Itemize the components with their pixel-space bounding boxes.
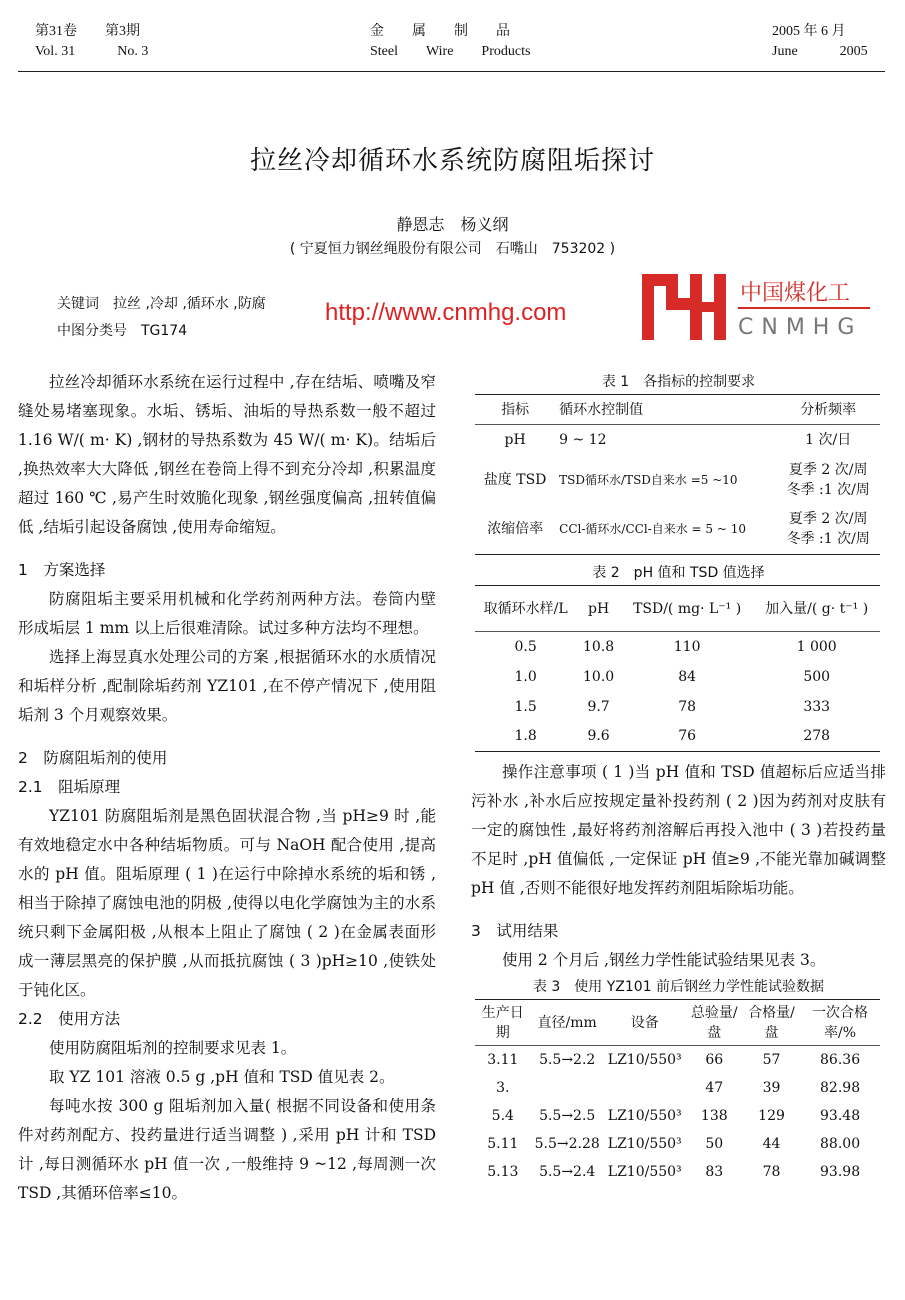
table-row <box>475 1130 880 1158</box>
table-cell: 第3期 <box>105 24 140 39</box>
paragraph: 操作注意事项 ( 1 )当 pH 值和 TSD 值超标后应适当排污补水 ,补水后应按规定量补投药剂 ( 2 )因为药剂对皮肤有一定的腐蚀性 ,最好将药剂溶解后再投入池中 ( 3 )若投药量不足时 ,pH 值偏低 ,一定保证 pH 值≥9 ,不能光靠加碱调整 pH 值 ,否则不能很好地发挥药剂阻垢除垢功能。 <box>471 763 886 897</box>
right-column <box>471 370 886 1186</box>
table-cell: 指标 <box>501 401 530 418</box>
table2 <box>475 585 880 752</box>
table-cell: pH <box>588 600 610 617</box>
header-date <box>772 22 868 62</box>
svg-text:CNMHG: CNMHG <box>738 315 863 340</box>
paragraph: 防腐阻垢主要采用机械和化学药剂两种方法。卷筒内壁形成垢层 1 mm 以上后很难清除。试过多种方法均不理想。 <box>18 590 436 637</box>
table-cell: 78 <box>762 1163 781 1180</box>
table-cell: 83 <box>705 1163 724 1180</box>
table-cell: 总验量/盘 <box>690 1004 738 1041</box>
authors: 静恩志 杨义纲 <box>396 215 509 234</box>
table1-caption: 表 1 各指标的控制要求 <box>601 374 756 390</box>
table-row <box>475 1158 880 1186</box>
table-cell: 82.98 <box>820 1079 861 1096</box>
table-cell: 66 <box>705 1051 724 1068</box>
subsection-heading: 2.2 使用方法 <box>18 1010 121 1028</box>
frequency-winter: 冬季 :1 次/周 <box>786 481 870 498</box>
table-cell: 110 <box>673 638 701 655</box>
table-cell: 5.5→2.2 <box>539 1051 596 1068</box>
table-cell: 5.4 <box>491 1107 514 1124</box>
table-cell: 分析频率 <box>800 401 857 418</box>
intro-paragraph: 拉丝冷却循环水系统在运行过程中 ,存在结垢、喷嘴及窄缝处易堵塞现象。水垢、锈垢、油垢的导热系数一般不超过 1.16 W/( m· K) ,钢材的导热系数为 45 W/( m· K)。结垢后 ,换热效率大大降低 ,钢丝在卷筒上得不到充分冷却 ,积累温度超过 160 ℃ ,易产生时效脆化现象 ,钢丝强度偏高 ,扭转值偏低 ,结垢引起设备腐蚀 ,使用寿命缩短。 <box>18 373 436 536</box>
table-cell: pH <box>504 431 526 448</box>
table-cell: LZ10/550³ <box>607 1051 682 1068</box>
table3 <box>475 999 880 1186</box>
table-cell: 88.00 <box>820 1135 861 1152</box>
table-cell: 9 ~ 12 <box>559 431 607 448</box>
table-cell: 循环水控制值 <box>559 401 644 418</box>
table-cell: 9.6 <box>587 728 610 745</box>
table-cell: 138 <box>700 1107 728 1124</box>
table-cell: 84 <box>678 668 697 685</box>
paragraph: YZ101 防腐阻垢剂是黑色固状混合物 ,当 pH≥9 时 ,能有效地稳定水中各种结垢物质。可与 NaOH 配合使用 ,提高水的 pH 值。阻垢原理 ( 1 )在运行中除掉水系统的垢和锈 ,相当于除掉了腐蚀电池的阴极 ,使得以电化学腐蚀为主的水系统只剩下金属阳极 ,从根本上阻止了腐蚀 ( 2 )在金属表面形成一薄层黑亮的保护膜 ,从而抵抗腐蚀 ( 3 )pH≥10 ,使铁处于钝化区。 <box>18 807 436 999</box>
table-row <box>475 425 880 455</box>
table-cell: CCl-循环水/CCl-自来水 = 5 ~ 10 <box>559 522 746 537</box>
frequency-winter: 冬季 :1 次/周 <box>786 531 870 548</box>
table-cell: 1 000 <box>796 638 837 655</box>
table-cell: 500 <box>803 668 831 685</box>
table-cell: LZ10/550³ <box>607 1107 682 1124</box>
paper-title: 拉丝冷却循环水系统防腐阻垢探讨 <box>249 146 655 176</box>
subsection-heading: 2.1 阻垢原理 <box>18 778 121 796</box>
table-cell: 5.5→2.4 <box>539 1163 596 1180</box>
table-cell: 5.13 <box>487 1163 519 1180</box>
table-cell: 盐度 TSD <box>483 471 547 488</box>
header-journal <box>370 22 530 62</box>
table3-caption: 表 3 使用 YZ101 前后钢丝力学性能试验数据 <box>532 979 825 995</box>
affiliation: ( 宁夏恒力钢丝绳股份有限公司 石嘴山 753202 ) <box>289 241 616 257</box>
table-cell: 93.48 <box>820 1107 861 1124</box>
table-cell <box>604 1074 686 1102</box>
table-row <box>475 692 880 722</box>
table-cell: 合格量/盘 <box>748 1004 795 1041</box>
table-cell: Steel Wire Products <box>370 44 531 59</box>
table-cell: 2005 年 6 月 <box>772 24 846 39</box>
table-cell: 76 <box>678 728 697 745</box>
table-cell: TSD/( mg· L⁻¹ ) <box>633 600 742 617</box>
paragraph: 使用 2 个月后 ,钢丝力学性能试验结果见表 3。 <box>502 951 826 969</box>
table-row <box>475 1046 880 1074</box>
table-cell: TSD循环水/TSD自来水 =5 ~10 <box>559 472 738 487</box>
table-cell: 10.0 <box>583 668 615 685</box>
paragraph: 使用防腐阻垢剂的控制要求见表 1。 <box>49 1039 297 1057</box>
header-rule <box>18 71 885 72</box>
paragraph: 每吨水按 300 g 阻垢剂加入量( 根据不同设备和使用条件对药剂配方、投药量进行适当调整 ) ,采用 pH 计和 TSD 计 ,每日测循环水 pH 值一次 ,一般维持 9 ~12 ,每周测一次 TSD ,其循环倍率≤10。 <box>18 1097 436 1202</box>
table-cell: LZ10/550³ <box>607 1135 682 1152</box>
table-cell: No. 3 <box>117 44 149 59</box>
table-cell <box>531 1074 604 1102</box>
classification: 中图分类号 TG174 <box>57 323 188 339</box>
table-cell: 5.5→2.5 <box>539 1107 596 1124</box>
table-row <box>475 1074 880 1102</box>
table-cell: 第31卷 <box>35 24 77 39</box>
section-heading: 2 防腐阻垢剂的使用 <box>18 749 168 767</box>
table-cell: 47 <box>705 1079 724 1096</box>
svg-text:中国煤化工: 中国煤化工 <box>740 281 851 306</box>
table-row <box>475 1102 880 1130</box>
table-cell: 1.0 <box>514 668 537 685</box>
table-row <box>475 722 880 752</box>
table-cell: 金 属 制 品 <box>370 24 510 39</box>
table-row <box>475 455 880 505</box>
table-cell: 1.8 <box>514 728 537 745</box>
table2-caption: 表 2 pH 值和 TSD 值选择 <box>592 565 765 581</box>
table-row <box>475 662 880 692</box>
watermark-url: http://www.cnmhg.com <box>325 299 567 326</box>
table-row <box>475 632 880 662</box>
table-row <box>475 505 880 555</box>
table-cell: 一次合格率/% <box>812 1004 869 1041</box>
left-column <box>18 368 436 1208</box>
frequency-summer: 夏季 2 次/周 <box>788 511 868 528</box>
table-cell: 直径/mm <box>537 1014 597 1031</box>
paragraph: 选择上海昱真水处理公司的方案 ,根据循环水的水质情况和垢样分析 ,配制除垢药剂 YZ101 ,在不停产情况下 ,使用阻垢剂 3 个月观察效果。 <box>18 648 436 724</box>
table-cell: Vol. 31 <box>35 44 76 59</box>
table-cell: 3. <box>496 1079 510 1096</box>
table-cell: 0.5 <box>514 638 537 655</box>
table-cell: 278 <box>803 728 831 745</box>
table-cell: 93.98 <box>820 1163 861 1180</box>
table-cell: 39 <box>762 1079 781 1096</box>
table-cell: 44 <box>762 1135 781 1152</box>
table-cell: 5.5→2.28 <box>534 1135 600 1152</box>
table-cell: 取循环水样/L <box>483 600 568 617</box>
table-cell: LZ10/550³ <box>607 1163 682 1180</box>
table-cell: June 2005 <box>772 44 868 59</box>
frequency-summer: 夏季 2 次/周 <box>788 461 868 478</box>
table-cell: 333 <box>803 698 831 715</box>
paragraph: 取 YZ 101 溶液 0.5 g ,pH 值和 TSD 值见表 2。 <box>49 1068 395 1086</box>
table-cell: 86.36 <box>820 1051 861 1068</box>
table-cell: 设备 <box>630 1014 659 1031</box>
table-cell: 9.7 <box>587 698 610 715</box>
keywords: 关键词 拉丝 ,冷却 ,循环水 ,防腐 <box>57 296 266 312</box>
table-cell: 3.11 <box>487 1051 519 1068</box>
header-volume <box>35 22 148 62</box>
table-cell: 78 <box>678 698 697 715</box>
section-heading: 3 试用结果 <box>471 922 559 940</box>
table-cell: 加入量/( g· t⁻¹ ) <box>765 600 869 617</box>
table-cell: 1.5 <box>514 698 537 715</box>
table-cell: 5.11 <box>487 1135 519 1152</box>
table-cell: 生产日期 <box>481 1004 524 1041</box>
table-cell: 浓缩倍率 <box>487 521 544 538</box>
cnmhg-logo <box>640 272 880 342</box>
section-heading: 1 方案选择 <box>18 561 106 579</box>
table-cell: 10.8 <box>583 638 615 655</box>
table-cell: 57 <box>762 1051 781 1068</box>
table-cell: 50 <box>705 1135 724 1152</box>
table-cell: 129 <box>758 1107 785 1124</box>
table-cell: 1 次/日 <box>805 431 852 448</box>
table1 <box>475 394 880 555</box>
